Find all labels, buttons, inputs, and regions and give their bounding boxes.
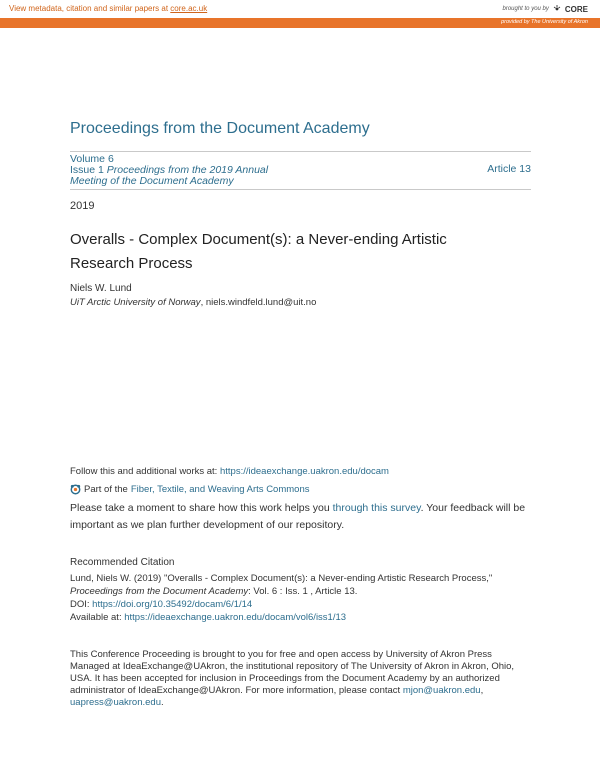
available-label: Available at: xyxy=(70,612,125,623)
notice-text: This Conference Proceeding is brought to you for free and open access by University of Akron Press Managed at IdeaExchange@UAkron, the institutional repository of The University of Akron in Akron, Ohio, USA. It has been accepted for inclusion in Proceedings from the Document Academy by an authorized administrator of IdeaExchange@UAkron. For more information, please contact xyxy=(70,649,515,696)
core-logo-icon xyxy=(552,4,562,14)
issue-title-line1: Proceedings from the 2019 Annual xyxy=(106,164,269,176)
author-name: Niels W. Lund xyxy=(70,283,132,294)
network-icon xyxy=(70,484,81,495)
issue-title-line2-row[interactable] xyxy=(70,176,531,187)
part-of-line xyxy=(70,484,310,495)
available-link[interactable]: https://ideaexchange.uakron.edu/docam/vol6/iss1/13 xyxy=(124,612,347,623)
citation-journal: Proceedings from the Document Academy xyxy=(70,586,249,597)
doi-label: DOI: xyxy=(70,599,93,610)
part-of-prefix: Part of the xyxy=(84,484,128,495)
bottom-divider xyxy=(70,189,531,190)
core-banner xyxy=(0,0,600,28)
issue-block xyxy=(70,154,531,187)
citation-volume: : Vol. 6 : Iss. 1 , Article 13. xyxy=(248,586,358,597)
brought-by-label: brought to you by xyxy=(502,6,549,12)
notice-end: . xyxy=(160,697,164,708)
survey-text-before: Please take a moment to share how this work helps you xyxy=(70,502,333,514)
survey-link[interactable]: through this survey xyxy=(332,502,421,514)
survey-text-after: . Your feedback will be important as we plan further development of our repository. xyxy=(70,502,526,531)
core-meta-prefix: View metadata, citation and similar papers at xyxy=(9,4,171,13)
author-email: niels.windfeld.lund@uit.no xyxy=(205,297,317,308)
core-brand[interactable] xyxy=(503,4,589,14)
core-metadata-link-text xyxy=(9,4,207,13)
institution: UiT Arctic University of Norway xyxy=(70,297,201,308)
follow-line xyxy=(70,466,389,477)
doi-link[interactable]: https://doi.org/10.35492/docam/6/1/14 xyxy=(92,599,253,610)
top-divider xyxy=(70,151,531,152)
issue-title-line2: Meeting of the Document Academy xyxy=(70,175,234,187)
follow-link[interactable]: https://ideaexchange.uakron.edu/docam xyxy=(219,466,389,477)
citation-available xyxy=(70,611,540,624)
core-link[interactable]: core.ac.uk xyxy=(170,4,208,13)
contact-email-1[interactable]: mjon@uakron.edu xyxy=(402,685,481,696)
citation-heading: Recommended Citation xyxy=(70,557,175,568)
publication-year: 2019 xyxy=(70,200,95,212)
author-affiliation: UiT Arctic University of Norway, niels.windfeld.lund@uit.no xyxy=(70,297,317,308)
contact-email-2[interactable]: uapress@uakron.edu xyxy=(70,697,161,708)
citation-line1: Lund, Niels W. (2019) "Overalls - Complex Document(s): a Never-ending Artistic Research Process," xyxy=(70,573,493,584)
volume-link[interactable]: Volume 6 xyxy=(70,153,114,165)
follow-text: Follow this and additional works at: xyxy=(70,466,220,477)
citation-doi xyxy=(70,598,540,611)
core-top-strip xyxy=(0,0,600,18)
provided-by-label: provided by The University of Akron xyxy=(501,19,588,25)
citation-block xyxy=(70,572,540,624)
survey-paragraph xyxy=(70,500,530,534)
journal-title[interactable]: Proceedings from the Document Academy xyxy=(70,120,370,137)
provided-by-strip xyxy=(0,18,600,28)
notice-sep: , xyxy=(480,685,484,696)
issue-label: Issue 1 xyxy=(70,164,104,176)
commons-link[interactable]: Fiber, Textile, and Weaving Arts Commons xyxy=(130,484,310,495)
citation-line2 xyxy=(70,585,540,598)
core-logo-text: CORE xyxy=(564,4,588,14)
access-notice xyxy=(70,649,532,709)
paper-title: Overalls - Complex Document(s): a Never-ending Artistic Research Process xyxy=(70,231,447,272)
article-link[interactable]: Article 13 xyxy=(487,163,531,175)
